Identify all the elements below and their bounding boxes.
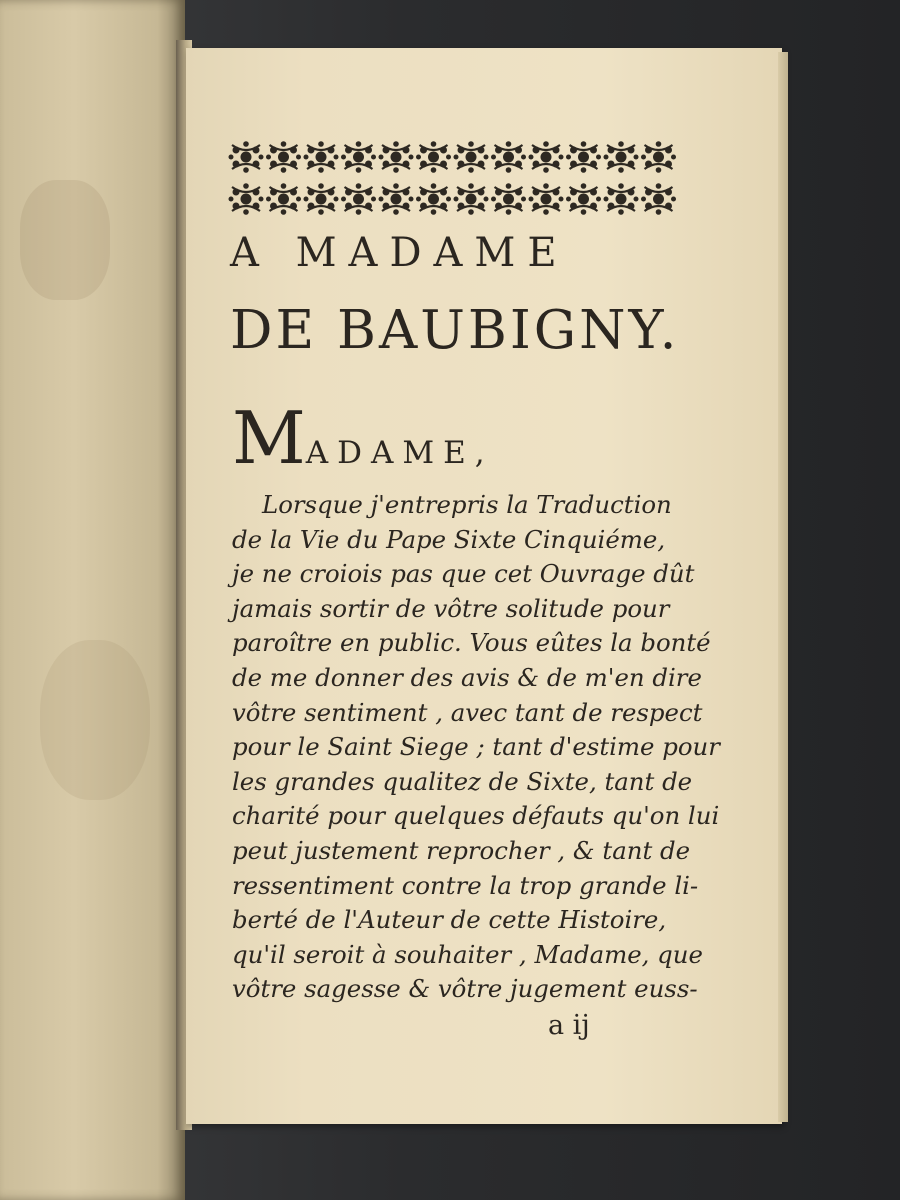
salutation [232, 396, 632, 480]
text-line: de la Vie du Pape Sixte Cinquiéme, [232, 524, 666, 554]
fleuron-icon [529, 183, 564, 215]
fleuron-icon [566, 141, 601, 173]
text-line: les grandes qualitez de Sixte, tant de [232, 766, 693, 796]
fleuron-icon [641, 183, 676, 215]
dedication-heading-line2: DE BAUBIGNY. [230, 300, 680, 361]
text-line: de me donner des avis & de m'en dire [232, 662, 702, 692]
fleuron-icon [304, 183, 339, 215]
fleuron-icon [379, 141, 414, 173]
text-line: Lorsque j'entrepris la Traduction [262, 490, 672, 519]
fleuron-icon [416, 141, 451, 173]
text-line: vôtre sagesse & vôtre jugement euss- [232, 974, 698, 1004]
dedication-heading-line1: A MADAME [230, 230, 569, 276]
fleuron-icon [454, 141, 489, 173]
fleuron-icon [491, 141, 526, 173]
left-facing-page [0, 0, 185, 1200]
fleuron-icon [379, 183, 414, 215]
text-line: berté de l'Auteur de cette Histoire, [232, 905, 667, 935]
page-edge [778, 52, 788, 1122]
text-line: paroître en public. Vous eûtes la bonté [232, 628, 711, 658]
fleuron-icon [304, 141, 339, 173]
fleuron-icon [641, 141, 676, 173]
fleuron-icon [341, 141, 376, 173]
fleuron-icon [229, 141, 264, 173]
fleuron-icon [529, 141, 564, 173]
text-line: pour le Saint Siege ; tant d'estime pour [232, 732, 720, 762]
fleuron-icon [416, 183, 451, 215]
fleuron-ornament-icon [226, 136, 680, 220]
text-line: qu'il seroit à souhaiter , Madame, que [232, 939, 703, 969]
salutation-rest: ADAME, [305, 435, 494, 471]
dedication-body-text [232, 488, 720, 1007]
text-line: jamais sortir de vôtre solitude pour [232, 593, 670, 623]
printers-ornament-band [226, 136, 680, 220]
fleuron-icon [604, 141, 639, 173]
text-line: vôtre sentiment , avec tant de respect [232, 697, 703, 727]
fleuron-icon [266, 183, 301, 215]
text-line: peut justement reprocher , & tant de [232, 835, 691, 865]
paper-stain [40, 640, 150, 800]
fleuron-icon [604, 183, 639, 215]
text-line: je ne croiois pas que cet Ouvrage dût [232, 559, 695, 589]
drop-capital: M [232, 396, 306, 480]
fleuron-icon [491, 183, 526, 215]
fleuron-icon [341, 183, 376, 215]
fleuron-icon [454, 183, 489, 215]
text-line: ressentiment contre la trop grande li- [232, 870, 699, 900]
signature-mark: a ij [548, 1010, 590, 1041]
fleuron-icon [566, 183, 601, 215]
fleuron-icon [229, 183, 264, 215]
text-line: charité pour quelques défauts qu'on lui [232, 801, 720, 831]
fleuron-icon [266, 141, 301, 173]
paper-stain [20, 180, 110, 300]
